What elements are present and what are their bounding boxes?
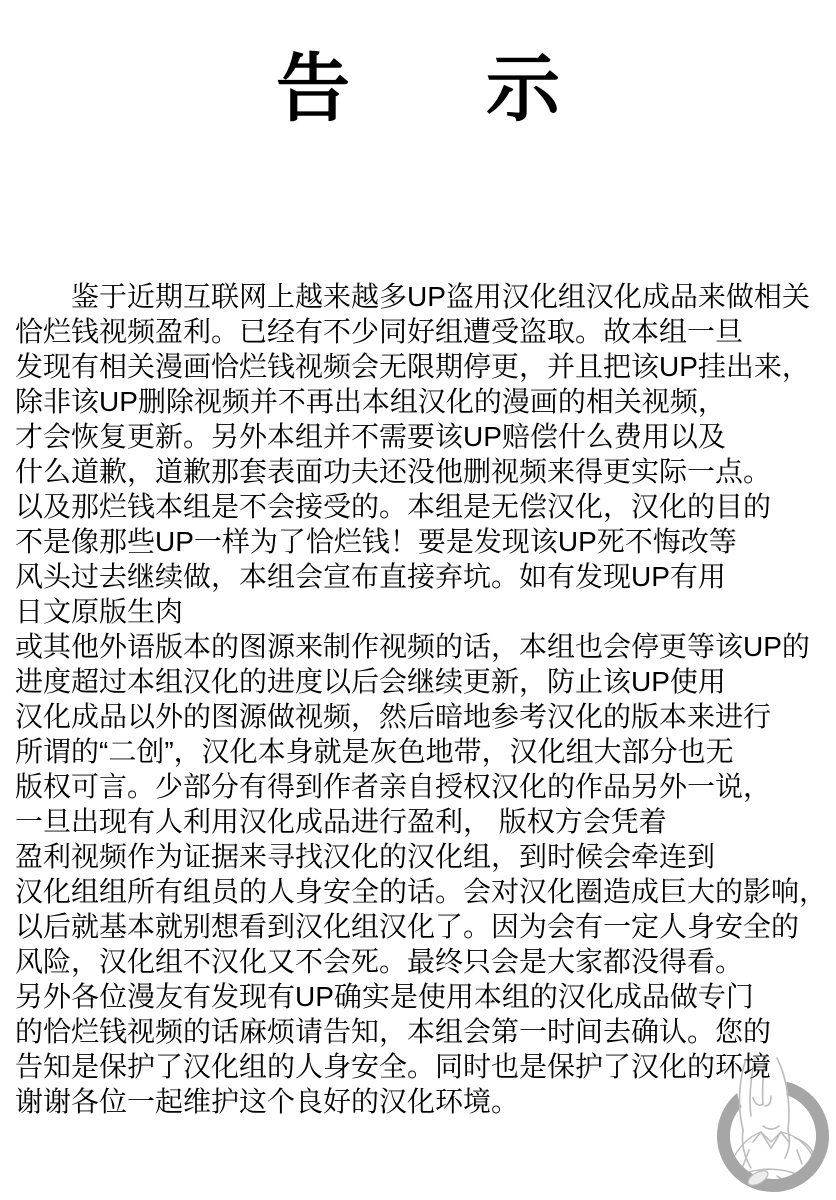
notice-line: 的恰烂钱视频的话麻烦请告知，本组会第一时间去确认。您的	[15, 1016, 772, 1047]
notice-line: 另外各位漫友有发现有UP确实是使用本组的汉化成品做专门	[15, 981, 754, 1012]
notice-line: 以后就基本就别想看到汉化组汉化了。因为会有一定人身安全的	[15, 911, 800, 942]
notice-text	[15, 279, 833, 1119]
notice-line: 告知是保护了汉化组的人身安全。同时也是保护了汉化的环境	[15, 1051, 772, 1082]
notice-line: 不是像那些UP一样为了恰烂钱！要是发现该UP死不悔改等	[15, 526, 737, 557]
notice-line: 所谓的“二创”，汉化本身就是灰色地带，汉化组大部分也无	[15, 736, 734, 767]
notice-line: 除非该UP删除视频并不再出本组汉化的漫画的相关视频，	[15, 386, 726, 417]
notice-line: 盈利视频作为证据来寻找汉化的汉化组，到时候会牵连到	[15, 841, 716, 872]
notice-line: 进度超过本组汉化的进度以后会继续更新，防止该UP使用	[15, 666, 726, 697]
notice-line: 以及那烂钱本组是不会接受的。本组是无偿汉化，汉化的目的	[15, 491, 772, 522]
notice-line: 才会恢复更新。另外本组并不需要该UP赔偿什么费用以及	[15, 421, 726, 452]
notice-line: 鉴于近期互联网上越来越多UP盗用汉化组汉化成品来做相关	[71, 281, 810, 312]
notice-line: 谢谢各位一起维护这个良好的汉化环境。	[15, 1086, 520, 1117]
notice-line: 恰烂钱视频盈利。已经有不少同好组遭受盗取。故本组一旦	[15, 316, 744, 347]
notice-line: 风险，汉化组不汉化又不会死。最终只会是大家都没得看。	[15, 946, 744, 977]
title-char-right: 示	[486, 47, 560, 130]
notice-line: 日文原版生肉	[15, 596, 184, 627]
title-char-left: 告	[276, 47, 350, 130]
notice-line: 一旦出现有人利用汉化成品进行盈利， 版权方会凭着	[15, 806, 667, 837]
notice-line: 风头过去继续做，本组会宣布直接弃坑。如有发现UP有用	[15, 561, 726, 592]
notice-line: 汉化成品以外的图源做视频，然后暗地参考汉化的版本来进行	[15, 701, 772, 732]
page-title	[0, 47, 836, 130]
notice-line: 汉化组组所有组员的人身安全的话。会对汉化圈造成巨大的影响，	[15, 876, 828, 907]
notice-line: 发现有相关漫画恰烂钱视频会无限期停更，并且把该UP挂出来，	[15, 351, 810, 382]
notice-line: 什么道歉，道歉那套表面功夫还没他删视频来得更实际一点。	[15, 456, 772, 487]
notice-line: 或其他外语版本的图源来制作视频的话，本组也会停更等该UP的	[15, 631, 810, 662]
notice-line: 版权可言。少部分有得到作者亲自授权汉化的作品另外一说，	[15, 771, 772, 802]
